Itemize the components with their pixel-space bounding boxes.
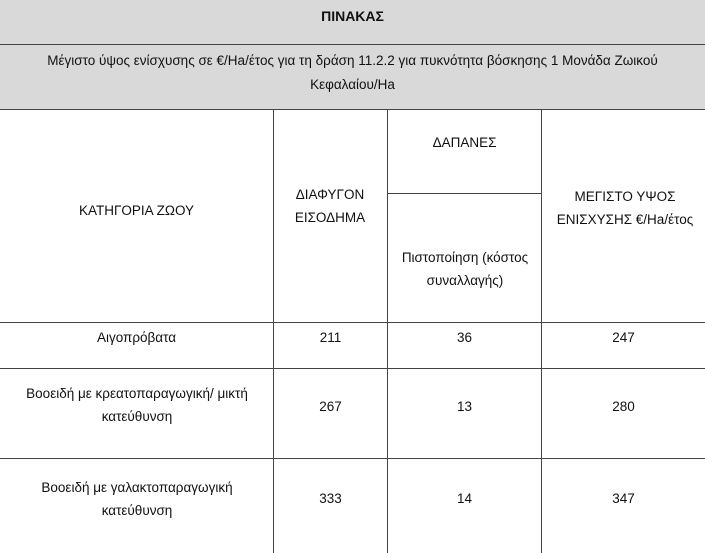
row2-lost-income: 267: [319, 398, 342, 414]
header-lost-income: ΔΙΑΦΥΓΟΝ ΕΙΣΟΔΗΜΑ: [294, 187, 366, 225]
grid-line-row2-bottom: [0, 458, 705, 459]
table-title-band: [0, 0, 705, 45]
row3-max-support: 347: [612, 490, 635, 506]
row1-certification: 36: [456, 329, 473, 345]
row2-certification: 13: [456, 398, 473, 414]
row1-max-support: 247: [612, 329, 635, 345]
row3-category: Βοοειδή με γαλακτοπαραγωγική κατεύθυνση: [41, 480, 233, 518]
grid-line-header-bottom: [0, 322, 705, 323]
header-max-support: ΜΕΓΙΣΤΟ ΥΨΟΣ ΕΝΙΣΧΥΣΗΣ €/Ha/έτος: [556, 189, 694, 227]
table-subtitle-band: [0, 45, 705, 110]
row3-certification: 14: [456, 490, 473, 506]
row2-max-support: 280: [612, 398, 635, 414]
row1-lost-income: 211: [319, 329, 342, 345]
grid-line-costs-split: [387, 193, 541, 194]
row2-category: Βοοειδή με κρεατοπαραγωγική/ μικτή κατεύθυνση: [26, 386, 248, 424]
table-subtitle: Μέγιστο ύψος ενίσχυσης σε €/Ha/έτος για τη δράση 11.2.2 για πυκνότητα βόσκησης 1 Μονάδα Ζωικού Κεφαλαίου/Ha: [47, 53, 658, 92]
header-costs: ΔΑΠΑΝΕΣ: [432, 134, 497, 150]
table-title: ΠΙΝΑΚΑΣ: [321, 8, 384, 24]
header-certification: Πιστοποίηση (κόστος συναλλαγής): [401, 250, 529, 288]
row3-lost-income: 333: [319, 490, 342, 506]
grid-line-row1-bottom: [0, 368, 705, 369]
header-category: ΚΑΤΗΓΟΡΙΑ ΖΩΟΥ: [78, 202, 195, 218]
row1-category: Αιγοπρόβατα: [96, 329, 177, 345]
